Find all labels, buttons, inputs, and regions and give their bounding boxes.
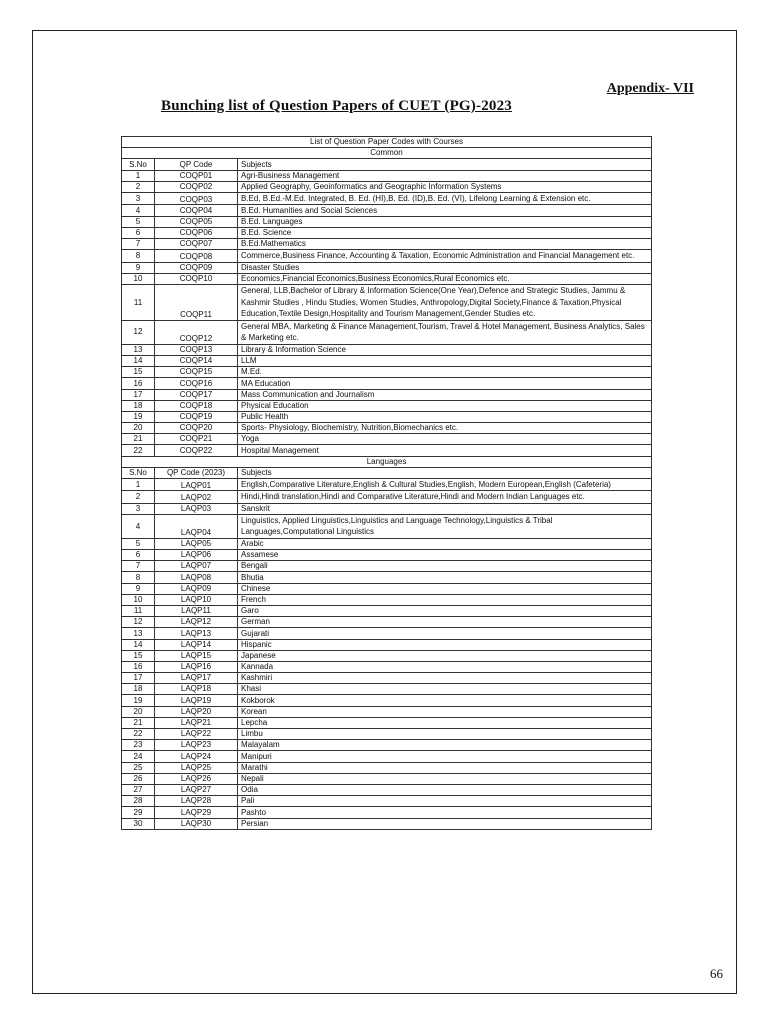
row-subject: Hispanic <box>238 639 652 650</box>
table-row <box>122 344 652 355</box>
row-sno: 25 <box>122 762 155 773</box>
row-subject: M.Ed. <box>238 367 652 378</box>
row-sno: 24 <box>122 751 155 762</box>
table-body <box>122 137 652 830</box>
row-subject: Applied Geography, Geoinformatics and Geographic Information Systems <box>238 181 652 192</box>
row-sno: 10 <box>122 273 155 284</box>
appendix-label: Appendix- VII <box>606 81 694 96</box>
row-sno: 7 <box>122 561 155 572</box>
table-row <box>122 205 652 216</box>
row-qp-code: COQP13 <box>155 344 238 355</box>
row-qp-code: LAQP05 <box>155 538 238 549</box>
table-row <box>122 762 652 773</box>
row-sno: 16 <box>122 378 155 389</box>
row-qp-code: LAQP04 <box>155 515 238 539</box>
row-qp-code: LAQP06 <box>155 550 238 561</box>
row-qp-code: COQP16 <box>155 378 238 389</box>
row-qp-code: LAQP07 <box>155 561 238 572</box>
table-row <box>122 807 652 818</box>
table-row <box>122 796 652 807</box>
row-subject: Sports- Physiology, Biochemistry, Nutrition,Biomechanics etc. <box>238 423 652 434</box>
row-subject: Nepali <box>238 773 652 784</box>
row-subject: Manipuri <box>238 751 652 762</box>
row-subject: Library & Information Science <box>238 344 652 355</box>
row-subject: Kashmiri <box>238 673 652 684</box>
column-header-subjects: Subjects <box>238 467 652 478</box>
column-header-row-languages <box>122 467 652 478</box>
row-sno: 22 <box>122 729 155 740</box>
row-subject: Sanskrit <box>238 503 652 514</box>
table-row <box>122 250 652 262</box>
row-sno: 6 <box>122 550 155 561</box>
row-sno: 30 <box>122 818 155 829</box>
row-subject: Assamese <box>238 550 652 561</box>
row-qp-code: COQP10 <box>155 273 238 284</box>
table-row <box>122 434 652 445</box>
row-qp-code: LAQP27 <box>155 784 238 795</box>
row-qp-code: LAQP29 <box>155 807 238 818</box>
row-qp-code: COQP12 <box>155 320 238 344</box>
table-row <box>122 411 652 422</box>
table-row <box>122 273 652 284</box>
table-row <box>122 583 652 594</box>
row-qp-code: LAQP21 <box>155 717 238 728</box>
row-subject: LLM <box>238 355 652 366</box>
table-row <box>122 227 652 238</box>
table-row <box>122 389 652 400</box>
row-subject: B.Ed, B.Ed.-M.Ed. Integrated, B. Ed. (HI),B. Ed. (ID),B. Ed. (VI), Lifelong Learning & Extension etc. <box>238 192 652 204</box>
row-qp-code: COQP06 <box>155 227 238 238</box>
table-row <box>122 181 652 192</box>
row-qp-code: LAQP26 <box>155 773 238 784</box>
row-subject: Japanese <box>238 650 652 661</box>
row-subject: Kokborok <box>238 695 652 706</box>
row-sno: 14 <box>122 355 155 366</box>
table-row <box>122 561 652 572</box>
table-row <box>122 378 652 389</box>
row-qp-code: COQP01 <box>155 170 238 181</box>
row-subject: Malayalam <box>238 740 652 751</box>
table-row <box>122 192 652 204</box>
row-sno: 22 <box>122 445 155 456</box>
row-sno: 17 <box>122 389 155 400</box>
row-qp-code: LAQP13 <box>155 628 238 639</box>
section-row-languages <box>122 456 652 467</box>
row-qp-code: COQP21 <box>155 434 238 445</box>
table-row <box>122 695 652 706</box>
row-sno: 12 <box>122 617 155 628</box>
row-qp-code: LAQP09 <box>155 583 238 594</box>
row-sno: 12 <box>122 320 155 344</box>
row-sno: 15 <box>122 367 155 378</box>
row-qp-code: LAQP17 <box>155 673 238 684</box>
page-title: Bunching list of Question Papers of CUET (PG)-2023 <box>161 98 512 114</box>
row-sno: 11 <box>122 605 155 616</box>
row-qp-code: LAQP02 <box>155 491 238 503</box>
row-sno: 11 <box>122 284 155 320</box>
row-subject: Yoga <box>238 434 652 445</box>
row-subject: General MBA, Marketing & Finance Management,Tourism, Travel & Hotel Management, Business Analytics, Sales & Marketing etc. <box>238 320 652 344</box>
row-subject: MA Education <box>238 378 652 389</box>
row-subject: Physical Education <box>238 400 652 411</box>
row-qp-code: COQP18 <box>155 400 238 411</box>
column-header-row-common <box>122 159 652 170</box>
table-row <box>122 661 652 672</box>
row-subject: German <box>238 617 652 628</box>
table-row <box>122 673 652 684</box>
row-subject: Odia <box>238 784 652 795</box>
table-row <box>122 639 652 650</box>
table-row <box>122 773 652 784</box>
row-sno: 21 <box>122 717 155 728</box>
row-qp-code: COQP09 <box>155 262 238 273</box>
row-qp-code: LAQP14 <box>155 639 238 650</box>
row-sno: 8 <box>122 250 155 262</box>
table-row <box>122 572 652 583</box>
row-sno: 19 <box>122 695 155 706</box>
section-label-languages: Languages <box>122 456 652 467</box>
row-subject: Public Health <box>238 411 652 422</box>
row-sno: 1 <box>122 170 155 181</box>
row-sno: 18 <box>122 684 155 695</box>
row-qp-code: LAQP28 <box>155 796 238 807</box>
column-header-sno: S.No <box>122 467 155 478</box>
row-subject: French <box>238 594 652 605</box>
table-row <box>122 216 652 227</box>
row-subject: Linguistics, Applied Linguistics,Linguistics and Language Technology,Linguistics & Tribal Languages,Computational Linguistics <box>238 515 652 539</box>
row-subject: B.Ed. Humanities and Social Sciences <box>238 205 652 216</box>
row-sno: 20 <box>122 423 155 434</box>
row-subject: Garo <box>238 605 652 616</box>
row-subject: Bhutia <box>238 572 652 583</box>
row-sno: 29 <box>122 807 155 818</box>
table-row <box>122 751 652 762</box>
row-subject: Kannada <box>238 661 652 672</box>
row-subject: Gujarati <box>238 628 652 639</box>
row-sno: 13 <box>122 344 155 355</box>
table-row <box>122 818 652 829</box>
row-subject: Mass Communication and Journalism <box>238 389 652 400</box>
row-subject: Korean <box>238 706 652 717</box>
table-row <box>122 238 652 249</box>
row-qp-code: LAQP11 <box>155 605 238 616</box>
row-qp-code: LAQP16 <box>155 661 238 672</box>
row-sno: 26 <box>122 773 155 784</box>
table-row <box>122 740 652 751</box>
row-sno: 3 <box>122 192 155 204</box>
table-row <box>122 650 652 661</box>
table-row <box>122 355 652 366</box>
table-row <box>122 262 652 273</box>
table-row <box>122 400 652 411</box>
row-subject: English,Comparative Literature,English & Cultural Studies,English, Modern European,English (Cafeteria) <box>238 479 652 491</box>
section-row-common <box>122 148 652 159</box>
row-qp-code: COQP22 <box>155 445 238 456</box>
table-caption-row <box>122 137 652 148</box>
row-subject: Disaster Studies <box>238 262 652 273</box>
row-subject: B.Ed.Mathematics <box>238 238 652 249</box>
table-row <box>122 594 652 605</box>
table-row <box>122 170 652 181</box>
row-subject: Commerce,Business Finance, Accounting & Taxation, Economic Administration and Financial Management etc. <box>238 250 652 262</box>
row-subject: Chinese <box>238 583 652 594</box>
table-row <box>122 784 652 795</box>
row-sno: 2 <box>122 181 155 192</box>
table-row <box>122 550 652 561</box>
table-row <box>122 423 652 434</box>
row-sno: 14 <box>122 639 155 650</box>
row-sno: 10 <box>122 594 155 605</box>
row-qp-code: LAQP22 <box>155 729 238 740</box>
row-sno: 21 <box>122 434 155 445</box>
row-qp-code: LAQP24 <box>155 751 238 762</box>
table-row <box>122 479 652 491</box>
table-row <box>122 320 652 344</box>
row-qp-code: LAQP20 <box>155 706 238 717</box>
row-qp-code: COQP08 <box>155 250 238 262</box>
table-row <box>122 706 652 717</box>
row-qp-code: COQP17 <box>155 389 238 400</box>
row-qp-code: LAQP08 <box>155 572 238 583</box>
table-row <box>122 367 652 378</box>
row-qp-code: COQP05 <box>155 216 238 227</box>
row-sno: 5 <box>122 216 155 227</box>
row-sno: 4 <box>122 515 155 539</box>
row-sno: 28 <box>122 796 155 807</box>
column-header-qp-code: QP Code (2023) <box>155 467 238 478</box>
row-sno: 19 <box>122 411 155 422</box>
row-qp-code: LAQP19 <box>155 695 238 706</box>
row-qp-code: LAQP12 <box>155 617 238 628</box>
row-qp-code: LAQP25 <box>155 762 238 773</box>
row-qp-code: COQP20 <box>155 423 238 434</box>
row-qp-code: COQP15 <box>155 367 238 378</box>
row-subject: Agri-Business Management <box>238 170 652 181</box>
table-row <box>122 628 652 639</box>
row-qp-code: COQP11 <box>155 284 238 320</box>
row-sno: 9 <box>122 583 155 594</box>
row-sno: 9 <box>122 262 155 273</box>
row-qp-code: COQP07 <box>155 238 238 249</box>
row-sno: 2 <box>122 491 155 503</box>
row-sno: 13 <box>122 628 155 639</box>
row-qp-code: LAQP23 <box>155 740 238 751</box>
row-sno: 5 <box>122 538 155 549</box>
row-qp-code: COQP19 <box>155 411 238 422</box>
row-sno: 23 <box>122 740 155 751</box>
row-subject: Pashto <box>238 807 652 818</box>
row-subject: B.Ed. Languages <box>238 216 652 227</box>
row-subject: Economics,Financial Economics,Business Economics,Rural Economics etc. <box>238 273 652 284</box>
column-header-qp-code: QP Code <box>155 159 238 170</box>
column-header-subjects: Subjects <box>238 159 652 170</box>
table-row <box>122 605 652 616</box>
row-qp-code: COQP04 <box>155 205 238 216</box>
row-subject: B.Ed. Science <box>238 227 652 238</box>
row-sno: 17 <box>122 673 155 684</box>
table-row <box>122 284 652 320</box>
row-qp-code: LAQP30 <box>155 818 238 829</box>
table-row <box>122 445 652 456</box>
row-subject: Persian <box>238 818 652 829</box>
row-qp-code: LAQP15 <box>155 650 238 661</box>
row-subject: General, LLB,Bachelor of Library & Information Science(One Year),Defence and Strategic Studies, Jammu & Kashmir Studies , Hindu Studies, Women Studies, Anthropology,Digital Society,Finance & Taxation,Physical Education,Textile Design,Hospitality and Tourism Management,Gender Studies etc. <box>238 284 652 320</box>
row-sno: 15 <box>122 650 155 661</box>
row-subject: Bengali <box>238 561 652 572</box>
row-subject: Arabic <box>238 538 652 549</box>
table-row <box>122 538 652 549</box>
row-subject: Limbu <box>238 729 652 740</box>
row-sno: 3 <box>122 503 155 514</box>
row-subject: Marathi <box>238 762 652 773</box>
row-sno: 6 <box>122 227 155 238</box>
page-number: 66 <box>710 966 723 981</box>
row-qp-code: LAQP03 <box>155 503 238 514</box>
row-sno: 16 <box>122 661 155 672</box>
row-qp-code: LAQP18 <box>155 684 238 695</box>
table-row <box>122 729 652 740</box>
row-sno: 4 <box>122 205 155 216</box>
question-paper-table <box>121 136 652 830</box>
row-sno: 18 <box>122 400 155 411</box>
table-caption: List of Question Paper Codes with Courses <box>122 137 652 148</box>
row-subject: Pali <box>238 796 652 807</box>
table-row <box>122 491 652 503</box>
row-subject: Khasi <box>238 684 652 695</box>
row-sno: 20 <box>122 706 155 717</box>
table-row <box>122 684 652 695</box>
row-qp-code: COQP14 <box>155 355 238 366</box>
column-header-sno: S.No <box>122 159 155 170</box>
row-qp-code: COQP03 <box>155 192 238 204</box>
section-label-common: Common <box>122 148 652 159</box>
row-subject: Lepcha <box>238 717 652 728</box>
row-subject: Hospital Management <box>238 445 652 456</box>
row-qp-code: LAQP01 <box>155 479 238 491</box>
row-qp-code: COQP02 <box>155 181 238 192</box>
row-sno: 7 <box>122 238 155 249</box>
row-sno: 8 <box>122 572 155 583</box>
row-sno: 27 <box>122 784 155 795</box>
table-row <box>122 503 652 514</box>
row-qp-code: LAQP10 <box>155 594 238 605</box>
row-sno: 1 <box>122 479 155 491</box>
row-subject: Hindi,Hindi translation,Hindi and Comparative Literature,Hindi and Modern Indian Languages etc. <box>238 491 652 503</box>
table-row <box>122 515 652 539</box>
table-row <box>122 617 652 628</box>
table-row <box>122 717 652 728</box>
